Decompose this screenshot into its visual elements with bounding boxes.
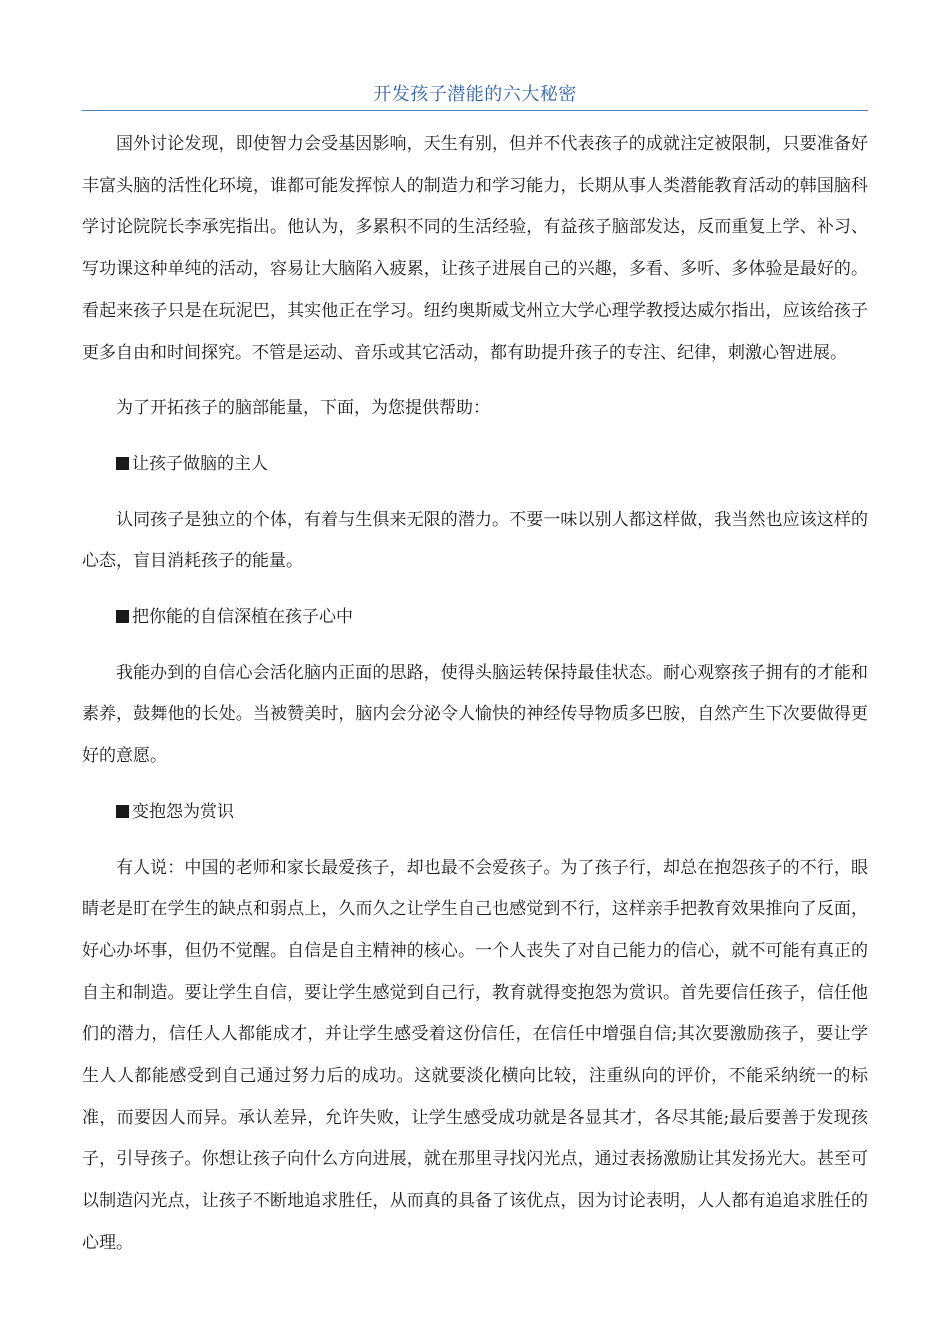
section-heading-text: 变抱怨为赏识 [132, 801, 234, 822]
black-square-icon [116, 610, 129, 623]
section-paragraph: 有人说：中国的老师和家长最爱孩子，却也最不会爱孩子。为了孩子行，却总在抱怨孩子的不行，眼睛老是盯在学生的缺点和弱点上，久而久之让学生自己也感觉到不行，这样亲手把教育效果推向了反面，好心办坏事，但仍不觉醒。自信是自主精神的核心。一个人丧失了对自己能力的信心，就不可能有真正的自主和制造。要让学生自信，要让学生感觉到自己行，教育就得变抱怨为赏识。首先要信任孩子，信任他们的潜力，信任人人都能成才，并让学生感受着这份信任，在信任中增强自信;其次要激励孩子，要让学生人人都能感受到自己通过努力后的成功。这就要淡化横向比较，注重纵向的评价，不能采纳统一的标准，而要因人而异。承认差异，允许失败，让学生感受成功就是各显其才，各尽其能;最后要善于发现孩子，引导孩子。你想让孩子向什么方向进展，就在那里寻找闪光点，通过表扬激励让其发扬光大。甚至可以制造闪光点，让孩子不断地追求胜任，从而真的具备了该优点，因为讨论表明，人人都有追追求胜任的心理。 [82, 857, 868, 1253]
document-body [82, 124, 868, 1265]
section-paragraph: 认同孩子是独立的个体，有着与生俱来无限的潜力。不要一味以别人都这样做，我当然也应该这样的心态，盲目消耗孩子的能量。 [82, 509, 868, 572]
intro-paragraph: 国外讨论发现，即使智力会受基因影响，天生有别，但并不代表孩子的成就注定被限制，只要准备好丰富头脑的活性化环境，谁都可能发挥惊人的制造力和学习能力，长期从事人类潜能教育活动的韩国脑科学讨论院院长李承宪指出。他认为，多累积不同的生活经验，有益孩子脑部发达，反而重复上学、补习、写功课这种单纯的活动，容易让大脑陷入疲累，让孩子进展自己的兴趣，多看、多听、多体验是最好的。看起来孩子只是在玩泥巴，其实他正在学习。纽约奥斯威戈州立大学心理学教授达威尔指出，应该给孩子更多自由和时间探究。不管是运动、音乐或其它活动，都有助提升孩子的专注、纪律，刺激心智进展。 [82, 134, 868, 363]
black-square-icon [116, 805, 129, 818]
section-heading-text: 把你能的自信深植在孩子心中 [132, 607, 353, 628]
section-heading [82, 444, 868, 486]
section-heading-text: 让孩子做脑的主人 [132, 453, 268, 474]
section-heading [82, 597, 868, 639]
page-title: 开发孩子潜能的六大秘密 [373, 84, 577, 105]
black-square-icon [116, 457, 129, 470]
section-heading [82, 792, 868, 834]
section-paragraph: 我能办到的自信心会活化脑内正面的思路，使得头脑运转保持最佳状态。耐心观察孩子拥有的才能和素养，鼓舞他的长处。当被赞美时，脑内会分泌令人愉快的神经传导物质多巴胺，自然产生下次要做得更好的意愿。 [82, 662, 868, 767]
lead-paragraph: 为了开拓孩子的脑部能量，下面，为您提供帮助： [116, 398, 490, 419]
page-header [82, 82, 868, 111]
